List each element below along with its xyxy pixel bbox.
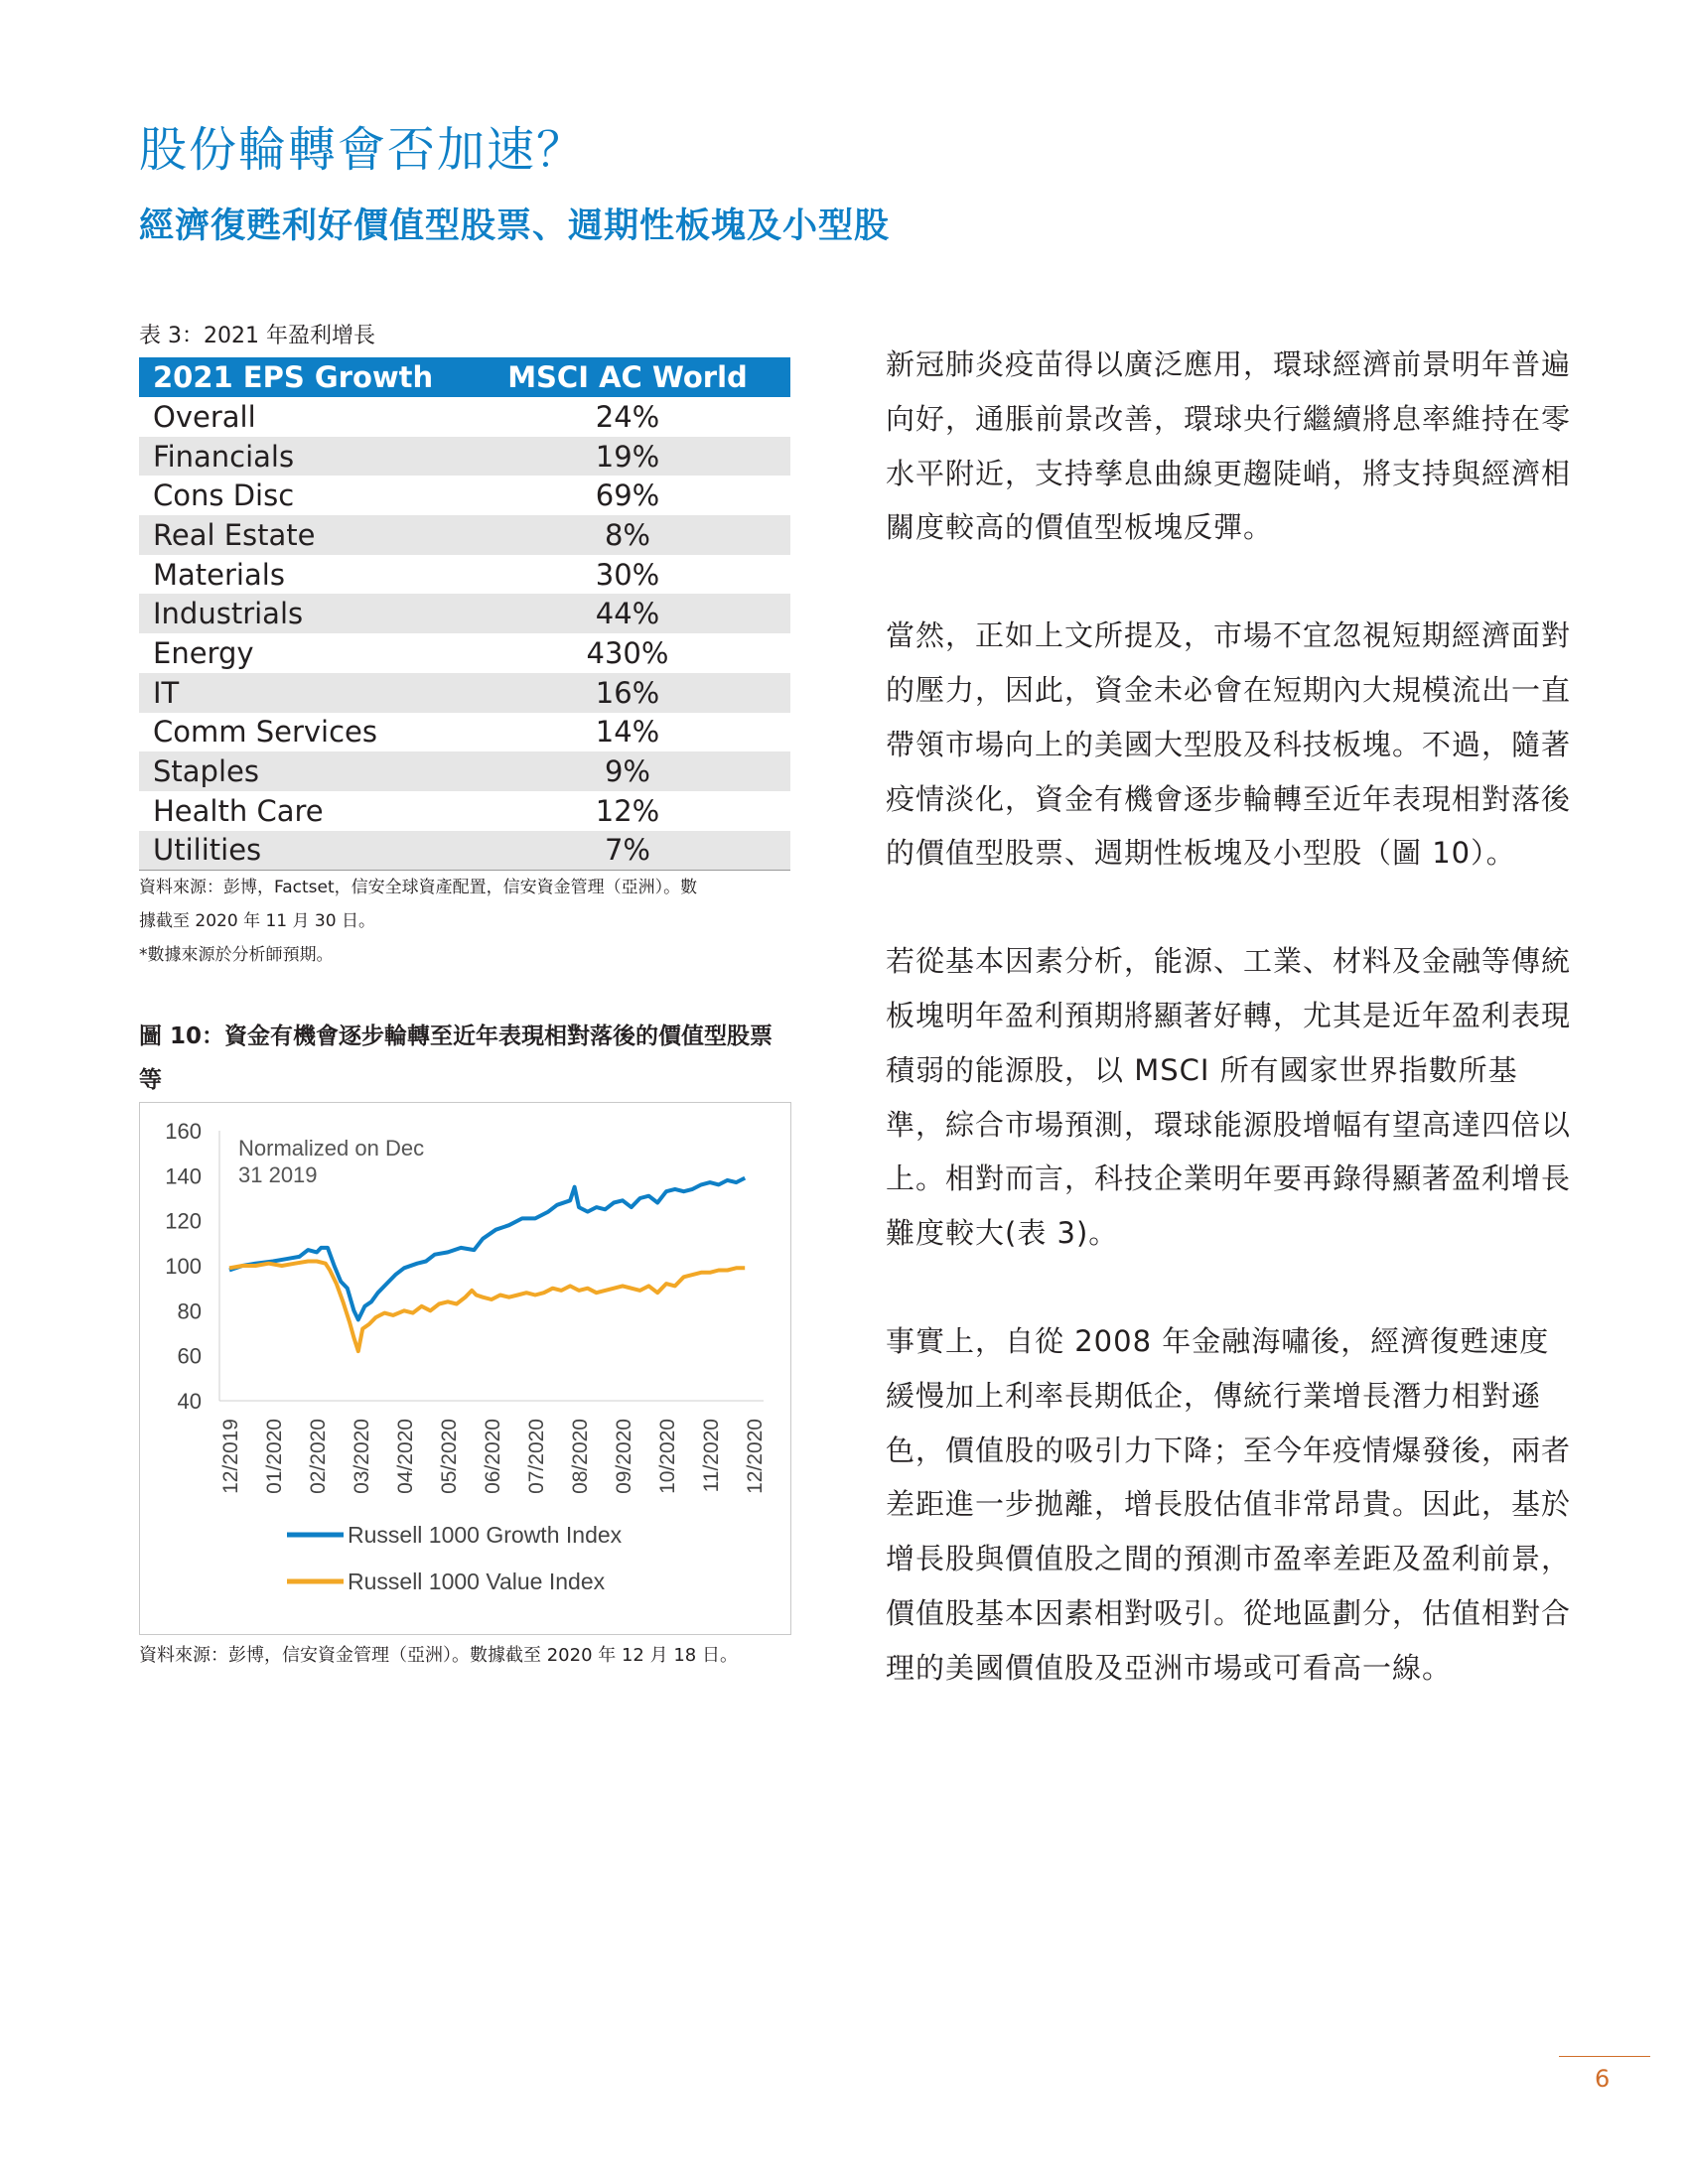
table-cell-sector: Energy [153, 635, 254, 670]
table-cell-value: 19% [465, 437, 790, 477]
table-cell-sector: IT [139, 673, 465, 713]
table-row [139, 713, 790, 752]
table-cell-sector: Cons Disc [153, 478, 295, 513]
x-tick-label: 03/2020 [351, 1419, 373, 1494]
table-cell-sector: Materials [153, 557, 285, 592]
table-row [139, 673, 790, 713]
table-cell-value: 8% [465, 515, 790, 555]
table-cell-value: 14% [595, 715, 660, 750]
body-paragraph: 新冠肺炎疫苗得以廣泛應用，環球經濟前景明年普遍向好，通脹前景改善，環球央行繼續將息率維持在零水平附近，支持孳息曲線更趨陡峭，將支持與經濟相關度較高的價值型板塊反彈。 [886, 347, 1572, 545]
legend-label: Russell 1000 Growth Index [348, 1522, 623, 1548]
body-text [886, 338, 1571, 1749]
y-tick-label: 100 [165, 1254, 202, 1279]
line-chart [139, 1102, 791, 1635]
table-row [139, 515, 790, 555]
body-paragraph: 若從基本因素分析，能源、工業、材料及金融等傳統板塊明年盈利預期將顯著好轉，尤其是近年盈利表現積弱的能源股，以 MSCI 所有國家世界指數所基準，綜合市場預測，環球能源股增幅有望高達四倍以上。相對而言，科技企業明年要再錄得顯著盈利增長難度較大(表 3)。 [886, 944, 1572, 1251]
y-tick-label: 80 [177, 1298, 202, 1324]
x-tick-label: 11/2020 [700, 1419, 723, 1493]
table-cell-sector: Real Estate [139, 515, 465, 555]
table-row [139, 476, 790, 515]
x-tick-label: 12/2019 [219, 1419, 242, 1494]
table-row [139, 397, 790, 437]
table-cell-value: 24% [595, 399, 660, 434]
chart-annotation-line1: Normalized on Dec [238, 1136, 425, 1160]
x-tick-label: 07/2020 [525, 1419, 548, 1494]
x-tick-label: 08/2020 [569, 1419, 592, 1494]
x-tick-label: 02/2020 [307, 1419, 330, 1494]
table-cell-value: 69% [595, 478, 660, 513]
table-row [139, 555, 790, 595]
x-tick-label: 01/2020 [263, 1419, 286, 1494]
footer-rule [1559, 2056, 1650, 2057]
table-row [139, 594, 790, 633]
table-cell-value: 16% [465, 673, 790, 713]
table-cell-value: 9% [465, 751, 790, 791]
table-header-sector: 2021 EPS Growth [139, 357, 465, 397]
y-tick-label: 120 [165, 1208, 202, 1234]
table-header-row [139, 357, 790, 397]
figure-caption: 圖 10：資金有機會逐步輪轉至近年表現相對落後的價值型股票等 [139, 1024, 774, 1093]
y-tick-label: 40 [177, 1389, 202, 1414]
table-header-value: MSCI AC World [465, 357, 790, 397]
table-cell-sector: Industrials [139, 594, 465, 633]
series-line-value [229, 1262, 745, 1352]
table-row [139, 633, 790, 673]
x-tick-label: 12/2020 [744, 1419, 767, 1494]
eps-growth-table [139, 357, 790, 871]
table-cell-sector: Health Care [153, 793, 324, 828]
table-source-line1: 資料來源：彭博，Factset，信安全球資產配置，信安資金管理（亞洲）。數 [139, 878, 698, 897]
page-subtitle: 經濟復甦利好價值型股票、週期性板塊及小型股 [139, 206, 891, 246]
table-row [139, 437, 790, 477]
table-cell-sector: Utilities [139, 831, 465, 871]
page-number: 6 [1595, 2065, 1611, 2093]
table-footnote: *數據來源於分析師預期。 [139, 945, 334, 965]
page-title: 股份輪轉會否加速？ [139, 122, 587, 178]
table-cell-sector: Staples [139, 751, 465, 791]
legend-label: Russell 1000 Value Index [348, 1569, 606, 1594]
table-cell-value: 7% [465, 831, 790, 871]
x-tick-label: 06/2020 [482, 1419, 504, 1494]
table-cell-value: 12% [595, 793, 660, 828]
figure-source: 資料來源：彭博，信安資金管理（亞洲）。數據截至 2020 年 12 月 18 日。 [139, 1645, 738, 1666]
y-tick-label: 140 [165, 1163, 202, 1189]
body-paragraph: 事實上，自從 2008 年金融海嘯後，經濟復甦速度緩慢加上利率長期低企，傳統行業增長潛力相對遜色，價值股的吸引力下降；至今年疫情爆發後，兩者差距進一步拋離，增長股估值非常昂貴。因此，基於增長股與價值股之間的預測市盈率差距及盈利前景，價值股基本因素相對吸引。從地區劃分，估值相對合理的美國價值股及亞洲市場或可看高一線。 [886, 1323, 1572, 1685]
x-tick-label: 05/2020 [438, 1419, 461, 1494]
table-row [139, 831, 790, 871]
table-cell-sector: Financials [139, 437, 465, 477]
body-paragraph: 當然，正如上文所提及，市場不宜忽視短期經濟面對的壓力，因此，資金未必會在短期內大規模流出一直帶領市場向上的美國大型股及科技板塊。不過，隨著疫情淡化，資金有機會逐步輪轉至近年表現相對落後的價值型股票、週期性板塊及小型股（圖 10）。 [886, 618, 1572, 871]
table-cell-sector: Overall [153, 399, 256, 434]
y-tick-label: 60 [177, 1343, 202, 1369]
table-cell-sector: Comm Services [153, 715, 377, 750]
chart-annotation [238, 1135, 424, 1188]
table-caption: 表 3：2021 年盈利增長 [139, 324, 375, 348]
table-cell-value: 44% [465, 594, 790, 633]
chart-annotation-line2: 31 2019 [238, 1162, 318, 1187]
y-tick-label: 160 [165, 1119, 202, 1144]
table-cell-value: 30% [595, 557, 660, 592]
table-row [139, 751, 790, 791]
x-tick-label: 09/2020 [613, 1419, 635, 1494]
table-row [139, 791, 790, 831]
table-cell-value: 430% [586, 635, 669, 670]
table-source-line2: 據截至 2020 年 11 月 30 日。 [139, 911, 375, 931]
x-tick-label: 10/2020 [656, 1419, 679, 1494]
x-tick-label: 04/2020 [394, 1419, 417, 1494]
